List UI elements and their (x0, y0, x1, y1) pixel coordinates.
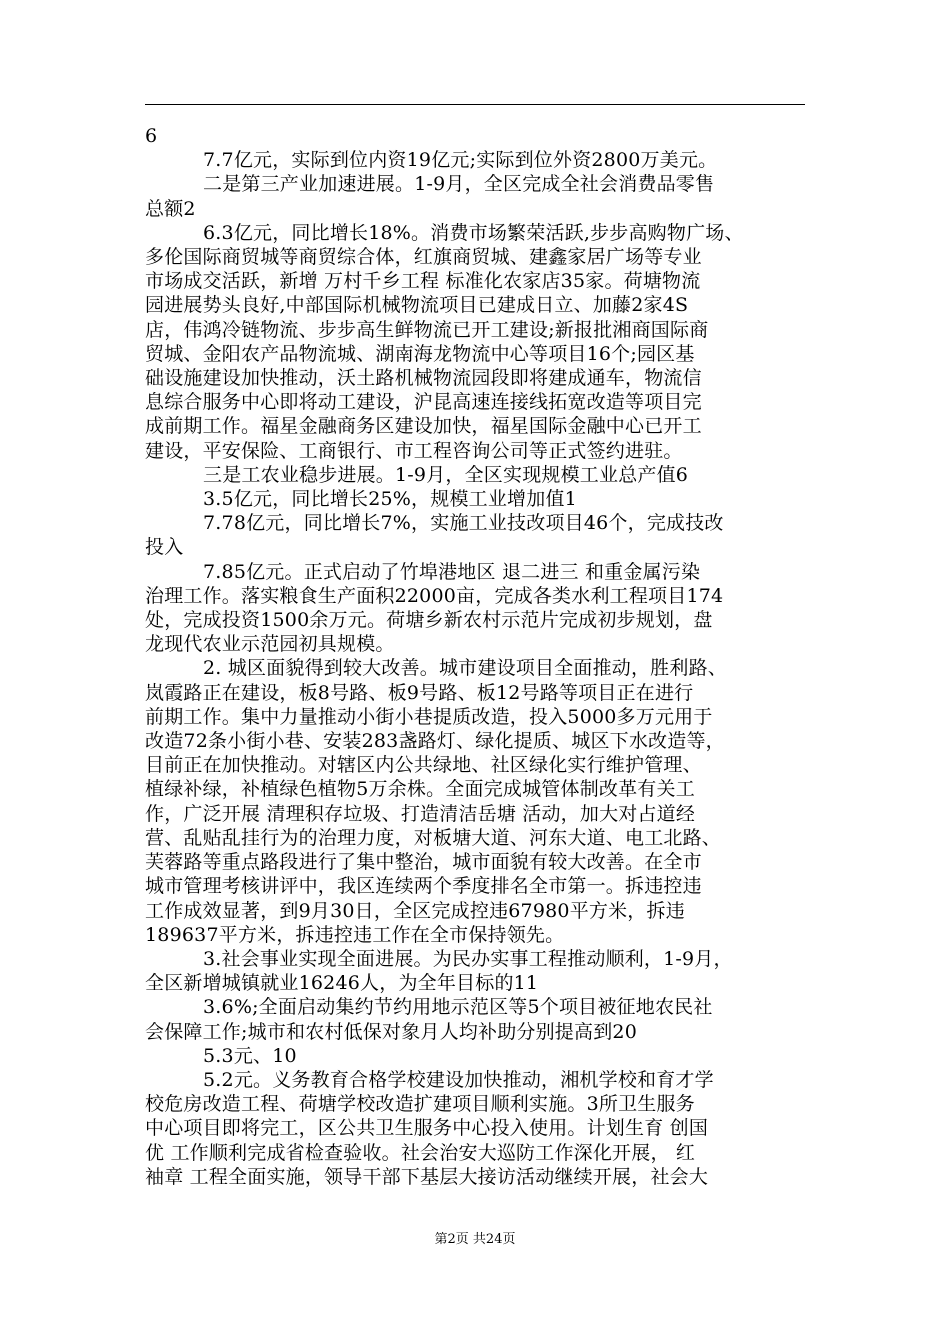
text-line: 5.2元。义务教育合格学校建设加快推动，湘机学校和育才学 (203, 1068, 714, 1091)
text-line: 三是工农业稳步进展。1-9月，全区实现规模工业总产值6 (203, 463, 689, 486)
text-line: 中心项目即将完工，区公共卫生服务中心投入使用。计划生育 创国 (145, 1117, 709, 1140)
text-line: 龙现代农业示范园初具规模。 (145, 633, 395, 656)
text-line: 3.6%;全面启动集约节约用地示范区等5个项目被征地农民社 (203, 996, 713, 1019)
text-line: 7.78亿元，同比增长7%，实施工业技改项目46个，完成技改 (203, 512, 724, 535)
text-line: 贸城、金阳农产品物流城、湖南海龙物流中心等项目16个;园区基 (145, 342, 695, 365)
text-line: 店，伟鸿冷链物流、步步高生鲜物流已开工建设;新报批湘商国际商 (145, 318, 709, 341)
text-line: 会保障工作;城市和农村低保对象月人均补助分别提高到20 (145, 1020, 637, 1043)
text-line: 治理工作。落实粮食生产面积22000亩，完成各类水利工程项目174 (145, 584, 724, 607)
text-line: 优 工作顺利完成省检查验收。社会治安大巡防工作深化开展， 红 (145, 1141, 696, 1164)
text-line: 城市管理考核讲评中，我区连续两个季度排名全市第一。拆违控违 (145, 875, 702, 898)
text-line: 目前正在加快推动。对辖区内公共绿地、社区绿化实行维护管理、 (145, 754, 702, 777)
text-line: 园进展势头良好,中部国际机械物流项目已建成日立、加藤2家4S (145, 294, 689, 317)
text-line: 营、乱贴乱挂行为的治理力度，对板塘大道、河东大道、电工北路、 (145, 826, 722, 849)
text-line: 成前期工作。福星金融商务区建设加快，福星国际金融中心已开工 (145, 415, 702, 438)
text-line: 2. 城区面貌得到较大改善。城市建设项目全面推动，胜利路、 (203, 657, 727, 680)
text-line: 6.3亿元，同比增长18%。消费市场繁荣活跃,步步高购物广场、 (203, 221, 744, 244)
text-line: 市场成交活跃，新增 万村千乡工程 标准化农家店35家。荷塘物流 (145, 270, 701, 293)
text-line: 多伦国际商贸城等商贸综合体，红旗商贸城、建鑫家居广场等专业 (145, 246, 702, 269)
text-line: 7.7亿元，实际到位内资19亿元;实际到位外资2800万美元。 (203, 149, 718, 172)
text-line: 袖章 工程全面实施，领导干部下基层大接访活动继续开展，社会大 (145, 1165, 709, 1188)
text-line: 工作成效显著，到9月30日，全区完成控违67980平方米，拆违 (145, 899, 685, 922)
text-line: 7.85亿元。正式启动了竹埠港地区 退二进三 和重金属污染 (203, 560, 701, 583)
text-line: 芙蓉路等重点路段进行了集中整治，城市面貌有较大改善。在全市 (145, 851, 702, 874)
text-line: 5.3元、10 (203, 1044, 297, 1067)
text-line: 校危房改造工程、荷塘学校改造扩建项目顺利实施。3所卫生服务 (145, 1093, 695, 1116)
text-line: 岚霞路正在建设，板8号路、板9号路、板12号路等项目正在进行 (145, 681, 694, 704)
text-line: 建设，平安保险、工商银行、市工程咨询公司等正式签约进驻。 (145, 439, 683, 462)
text-line: 总额2 (145, 197, 196, 220)
text-line: 投入 (145, 536, 184, 559)
text-line: 全区新增城镇就业16246人，为全年目标的11 (145, 972, 539, 995)
text-line: 前期工作。集中力量推动小街小巷提质改造，投入5000多万元用于 (145, 705, 713, 728)
text-line: 改造72条小街小巷、安装283盏路灯、绿化提质、城区下水改造等， (145, 730, 725, 753)
text-line: 息综合服务中心即将动工建设，沪昆高速连接线拓宽改造等项目完 (145, 391, 702, 414)
text-line: 作，广泛开展 清理积存垃圾、打造清洁岳塘 活动，加大对占道经 (145, 802, 696, 825)
text-line: 3.5亿元，同比增长25%，规模工业增加值1 (203, 488, 577, 511)
header-rule (145, 104, 805, 105)
text-line: 础设施建设加快推动，沃土路机械物流园段即将建成通车，物流信 (145, 367, 702, 390)
text-line: 189637平方米，拆违控违工作在全市保持领先。 (145, 923, 565, 946)
text-line: 二是第三产业加速进展。1-9月，全区完成全社会消费品零售 (203, 173, 715, 196)
text-line: 处，完成投资1500余万元。荷塘乡新农村示范片完成初步规划，盘 (145, 609, 713, 632)
text-line: 植绿补绿，补植绿色植物5万余株。全面完成城管体制改革有关工 (145, 778, 695, 801)
text-line: 6 (145, 125, 158, 147)
page-footer: 第2页 共24页 (434, 1232, 516, 1247)
document-body (145, 124, 805, 1189)
text-line: 3.社会事业实现全面进展。为民办实事工程推动顺利，1-9月， (203, 947, 733, 970)
